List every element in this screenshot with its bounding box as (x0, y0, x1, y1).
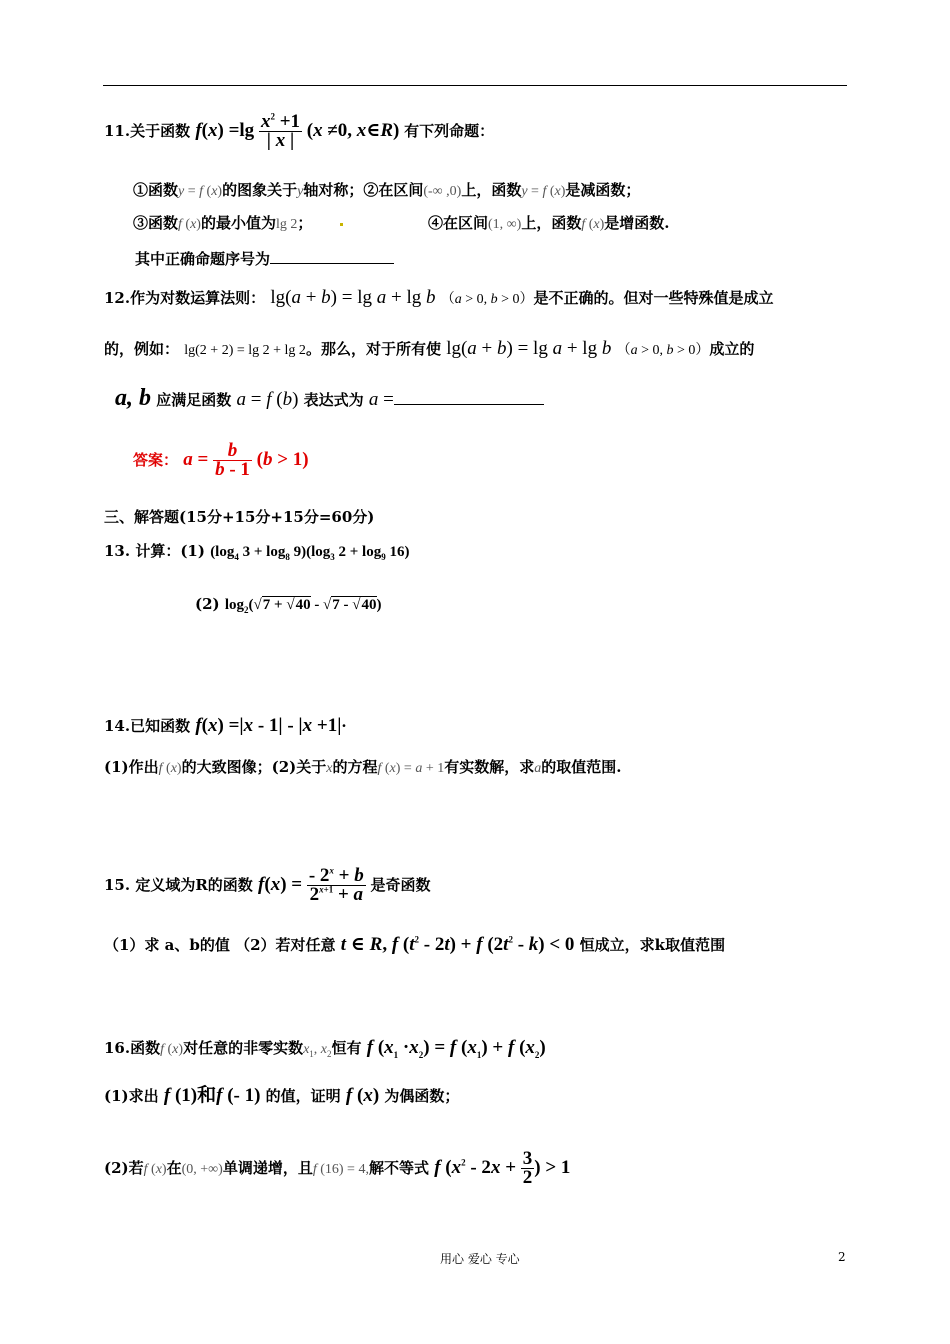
header-rule (103, 85, 847, 86)
q12-answer: 答案： a = $\frac{b}{b - 1}$ (b > 1) (133, 440, 309, 480)
q12-line3: a, b 应满足函数 a = f (b) 表达式为 a = (115, 387, 544, 411)
answer-blank (394, 403, 544, 405)
answer-blank (270, 262, 394, 264)
q11-prop4: ④在区间(1, ∞)上，函数f (x)是增函数. (428, 214, 670, 232)
q15-line: 15. 定义域为R的函数 f(x) = $\frac{- 2^x + b}{2^{x+1} + a}$ 是奇函数 (104, 865, 431, 905)
q11-prop1: ①函数y = f (x)的图象关于y轴对称；②在区间(-∞ ,0)上，函数y = f (x)是减函数； (133, 181, 641, 199)
q15-parts: （1）求 a、b的值 （2）若对任意 t ∈ R, f $(t^2 - 2t) + f$ $(2t^2 - k) < 0$ 恒成立，求k取值范围 (104, 934, 726, 955)
q11-ask: 其中正确命题序号为 (135, 248, 394, 270)
q16-part1: (1)求出 f (1)和f (- 1) 的值，证明 f (x) 为偶函数； (104, 1085, 460, 1106)
q14-parts: (1)作出f (x)的大致图像；(2)关于x的方程f (x) = a + 1有实数解，求a的取值范围. (104, 758, 622, 776)
q16-part2: (2)若f (x)在(0, +∞)单调递增，且f (16) = 4,解不等式 f ($x^2 - 2x$ + $\frac{3}{2}$ ) > 1 (104, 1148, 571, 1188)
q14-line: 14.已知函数 f(x) =|x - 1| - |x +1|· (104, 715, 347, 736)
page-number: 2 (838, 1250, 846, 1264)
footer-text: 用心 爱心 专心 (440, 1252, 520, 1266)
q11-prop3: ③函数f (x)的最小值为lg 2； (133, 212, 343, 236)
q11-function: f(x) =lg $\frac{x^2 +1}{| x |}$ (x ≠0, x∈R) (195, 111, 405, 151)
q12-line2: 的，例如： lg(2 + 2) = lg 2 + lg 2。那么，对于所有使 lg(a + b) = lg a + lg b （a > 0, b > 0）成立的 (104, 338, 755, 359)
q13-part2: (2) $\log_2(√7 + √40 - √7 - √40)$ (195, 595, 382, 615)
q12-line1: 12.作为对数运算法则： lg(a + b) = lg a + lg b （a > 0, b > 0）是不正确的。但对一些特殊值是成立 (104, 287, 774, 308)
q13-part1: 13. 计算：(1) ($\log_4$ $3 + \log_8 9)(\log_3$ $2 + \log_9 16$) (104, 542, 410, 562)
q16-line: 16.函数f (x)对任意的非零实数$x_1$, $x_2$恒有 f $(x_1 \cdot x_2) = f$ $(x_1) + f$ $(x_2)$ (104, 1037, 546, 1060)
q11-line: 11.关于函数 f(x) =lg $\frac{x^2 +1}{| x |}$ (x ≠0, x∈R) 有下列命题： (104, 111, 495, 151)
marker-dot (340, 223, 343, 226)
section-title: 三、解答题(15分+15分+15分=60分) (104, 508, 375, 526)
q11-fraction: $\frac{x^2 +1}{| x |}$ (260, 111, 301, 151)
